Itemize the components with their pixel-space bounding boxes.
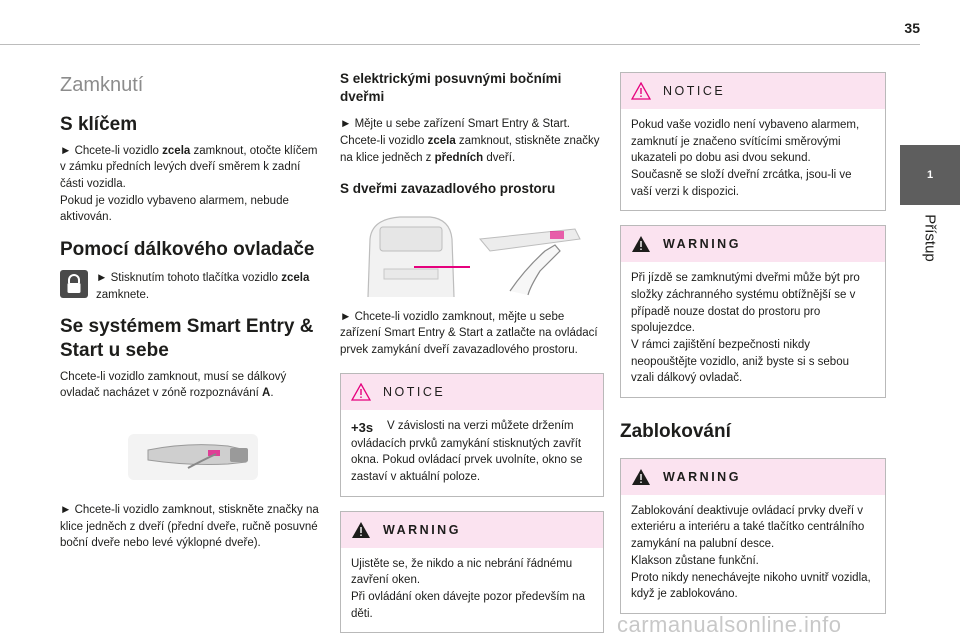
warning-triangle-icon (631, 235, 651, 253)
heading-deadlock: Zablokování (620, 421, 731, 443)
heading-remote: Pomocí dálkového ovladače (60, 239, 315, 261)
warning-body: Ujistěte se, že nikdo a nic nebrání řádnému zavření oken. Při ovládání oken dávejte pozor především na děti. (351, 557, 585, 620)
heading-smart-entry: Se systémem Smart Entry & Start u sebe (60, 316, 314, 361)
top-rule (0, 44, 920, 45)
notice-title: NOTICE (383, 384, 446, 399)
section-title: Zamknutí (60, 74, 144, 96)
page-number: 35 (904, 20, 920, 36)
smart-paragraph: Chcete-li vozidlo zamknout, musí se dálkový ovladač nacházet v zóně rozpoznávání A. (60, 370, 287, 400)
notice-body: Pokud vaše vozidlo není vybaveno alarmem, zamknutí je značeno svítícími směrovými ukazateli po dobu asi dvou sekund. Současně se složí dveřní zrcátka, jsou-li ve vaší verzi k dispozici. (631, 119, 860, 198)
smart-instruction: ► Chcete-li vozidlo zamknout, stiskněte značky na klice jedněch z dveří (přední dveře, ručně posuvné boční dveře nebo levé výklopné dveře). (60, 504, 319, 550)
watermark: carmanualsonline.info (617, 612, 842, 637)
column-2 (340, 70, 604, 633)
warning-box-windows (340, 511, 604, 634)
warning-header (621, 459, 885, 495)
three-seconds-badge (351, 418, 381, 436)
lock-button-icon (60, 270, 88, 298)
door-handle-illustration (118, 420, 268, 490)
remote-paragraph: ► Stisknutím tohoto tlačítka vozidlo zcela zamknete. (96, 271, 310, 301)
notice-header (341, 374, 603, 410)
notice-body (341, 410, 603, 496)
heading-sliding-doors: S elektrickými posuvnými bočními dveřmi (340, 71, 562, 105)
warning-triangle-icon (351, 521, 371, 539)
column-1 (60, 70, 322, 552)
warning-title: WARNING (383, 522, 461, 537)
key-paragraph: ► Chcete-li vozidlo zcela zamknout, otočte klíčem v zámku předních levých dveří směrem k zadní části vozidla. Pokud je vozidlo vybaveno alarmem, nebude aktivován. (60, 144, 318, 224)
notice-box-alarm (620, 72, 886, 211)
heading-key: S klíčem (60, 114, 138, 135)
chapter-side-label: Přístup (921, 214, 939, 262)
warning-title: WARNING (663, 237, 741, 252)
sliding-paragraph: ► Mějte u sebe zařízení Smart Entry & Start. Chcete-li vozidlo zcela zamknout, stiskněte značky na klice jedněch z předních dveří. (340, 118, 600, 164)
notice-triangle-icon (631, 82, 651, 100)
remote-instruction (60, 270, 322, 303)
notice-header (621, 73, 885, 109)
tailgate-illustration (360, 209, 590, 299)
warning-title: WARNING (663, 469, 741, 484)
column-3 (620, 70, 886, 614)
heading-tailgate: S dveřmi zavazadlového prostoru (340, 181, 556, 197)
notice-text: V závislosti na verzi můžete držením ovládacích prvků zamykání stisknutých zavřít okna. Pokud ovládací prvek uvolníte, okno se zastaví v aktuální poloze. (351, 419, 583, 484)
warning-body: Zablokování deaktivuje ovládací prvky dveří v exteriéru a interiéru a také tlačítko centrálního zamykání na palubní desce. Klakson zůstane funkční. Proto nikdy nenechávejte nikoho uvnitř vozidla, když je zablokováno. (631, 504, 871, 601)
notice-triangle-icon (351, 383, 371, 401)
warning-box-emergency (620, 225, 886, 398)
notice-box-windows (340, 373, 604, 497)
chapter-tab[interactable]: 1 (900, 145, 960, 205)
svg-text:+3s: +3s (351, 419, 374, 435)
warning-box-deadlock (620, 458, 886, 614)
warning-body: Při jízdě se zamknutými dveřmi může být pro složky záchranného systému obtížnější se v případě nouze dostat do prostoru pro spolujezdce. V rámci zajištění bezpečnosti nikdy neopouštějte vozidlo, aniž byste si s sebou vzali dálkový ovladač. (631, 272, 860, 385)
warning-triangle-icon (631, 468, 651, 486)
warning-header (341, 512, 603, 548)
tailgate-paragraph: ► Chcete-li vozidlo zamknout, mějte u sebe zařízení Smart Entry & Start a zatlačte na ovládací prvek zamykání dveří zavazadlového prostoru. (340, 310, 598, 357)
notice-title: NOTICE (663, 84, 726, 98)
warning-header (621, 226, 885, 262)
